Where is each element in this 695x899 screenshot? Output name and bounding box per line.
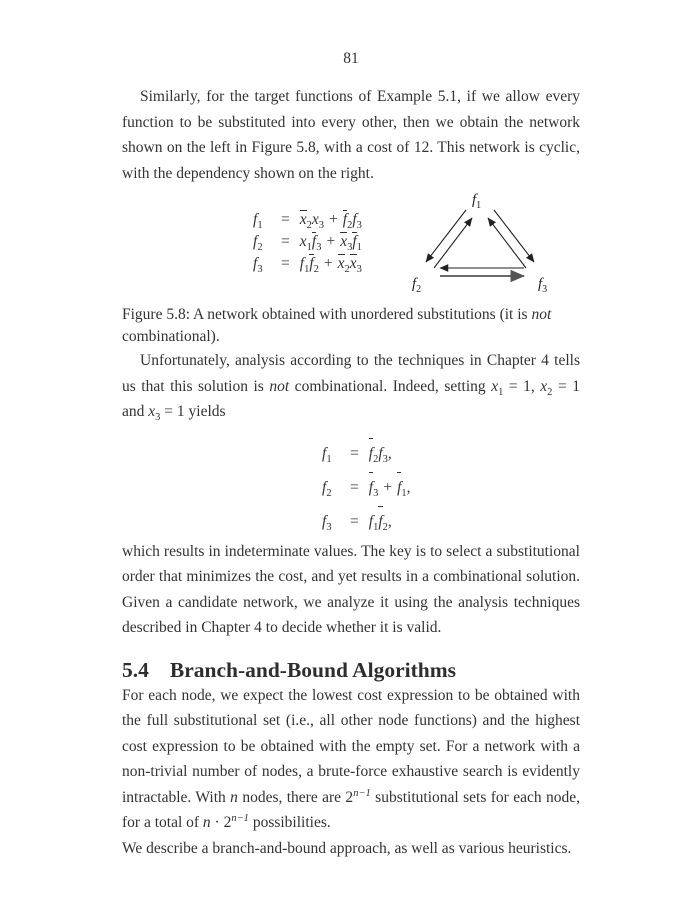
network-equations: [253, 209, 362, 275]
section-number: 5.4: [122, 657, 149, 682]
equation-row: $f_3$ = $f_1f_2$,: [322, 505, 411, 539]
figure-caption: Figure 5.8: A network obtained with unordered substitutions (it is not combinational).: [122, 306, 552, 345]
equation-row: $f_1$ = $x_2x_3 + f_2f_3$: [253, 211, 362, 232]
equation-row: $f_3$ = $f_1f_2 + x_2x_3$: [253, 255, 362, 276]
arrow-f3-to-f1: [488, 218, 526, 268]
dependency-diagram: [408, 188, 560, 296]
paragraph-indeterminate: which results in indeterminate values. The key is to select a substitutional order that minimizes the cost, and yet results in a combinational solution. Given a candidate network, we analyze it using the analysis techniques described in Chapter 4 to decide whether it is valid.: [122, 542, 580, 636]
equation-row: $f_2$ = $x_1f_3 + x_3f_1$: [253, 233, 362, 254]
paragraph-unfortunately: Unfortunately, analysis according to the techniques in Chapter 4 tells us that this solution is not combinational. Indeed, setting $x_1 = 1$, $x_2 = 1$ and $x_3 = 1$ yields: [122, 352, 580, 424]
section-title: Branch-and-Bound Algorithms: [169, 657, 457, 682]
evaluated-equations: [322, 437, 411, 539]
paragraph-we-describe: We describe a branch-and-bound approach, as well as various heuristics.: [122, 839, 572, 857]
page-number: 81: [343, 50, 359, 67]
equation-row: $f_1$ = $f_2f_3$,: [322, 437, 411, 471]
paragraph-similarly: Similarly, for the target functions of Example 5.1, if we allow every function to be substituted into every other, then we obtain the network shown on the left in Figure 5.8, with a cost of 12. This network is cyclic, with the dependency shown on the right.: [122, 88, 580, 182]
paragraph-branch-bound: For each node, we expect the lowest cost expression to be obtained with the full substitutional set (i.e., all other node functions) and the highest cost expression to be obtained with the empty set. For a network with a non-trivial number of nodes, a brute-force exhaustive search is evidently intractable. With n nodes, there are $2^{n-1}$ substitutional sets for each node, for a total of $n \cdot 2^{n-1}$ possibilities.: [122, 686, 581, 831]
node-label-f3: $f_3$: [537, 276, 548, 295]
section-heading: [122, 657, 580, 683]
node-label-f1: $f_1$: [471, 192, 482, 211]
arrow-f2-to-f1: [434, 218, 472, 268]
node-label-f2: $f_2$: [411, 276, 422, 295]
arrow-f1-to-f3: [494, 210, 534, 262]
figure-5-8: [122, 190, 580, 294]
arrow-f1-to-f2: [426, 210, 466, 262]
equation-row: $f_2$ = $f_3 + f_1$,: [322, 471, 411, 505]
